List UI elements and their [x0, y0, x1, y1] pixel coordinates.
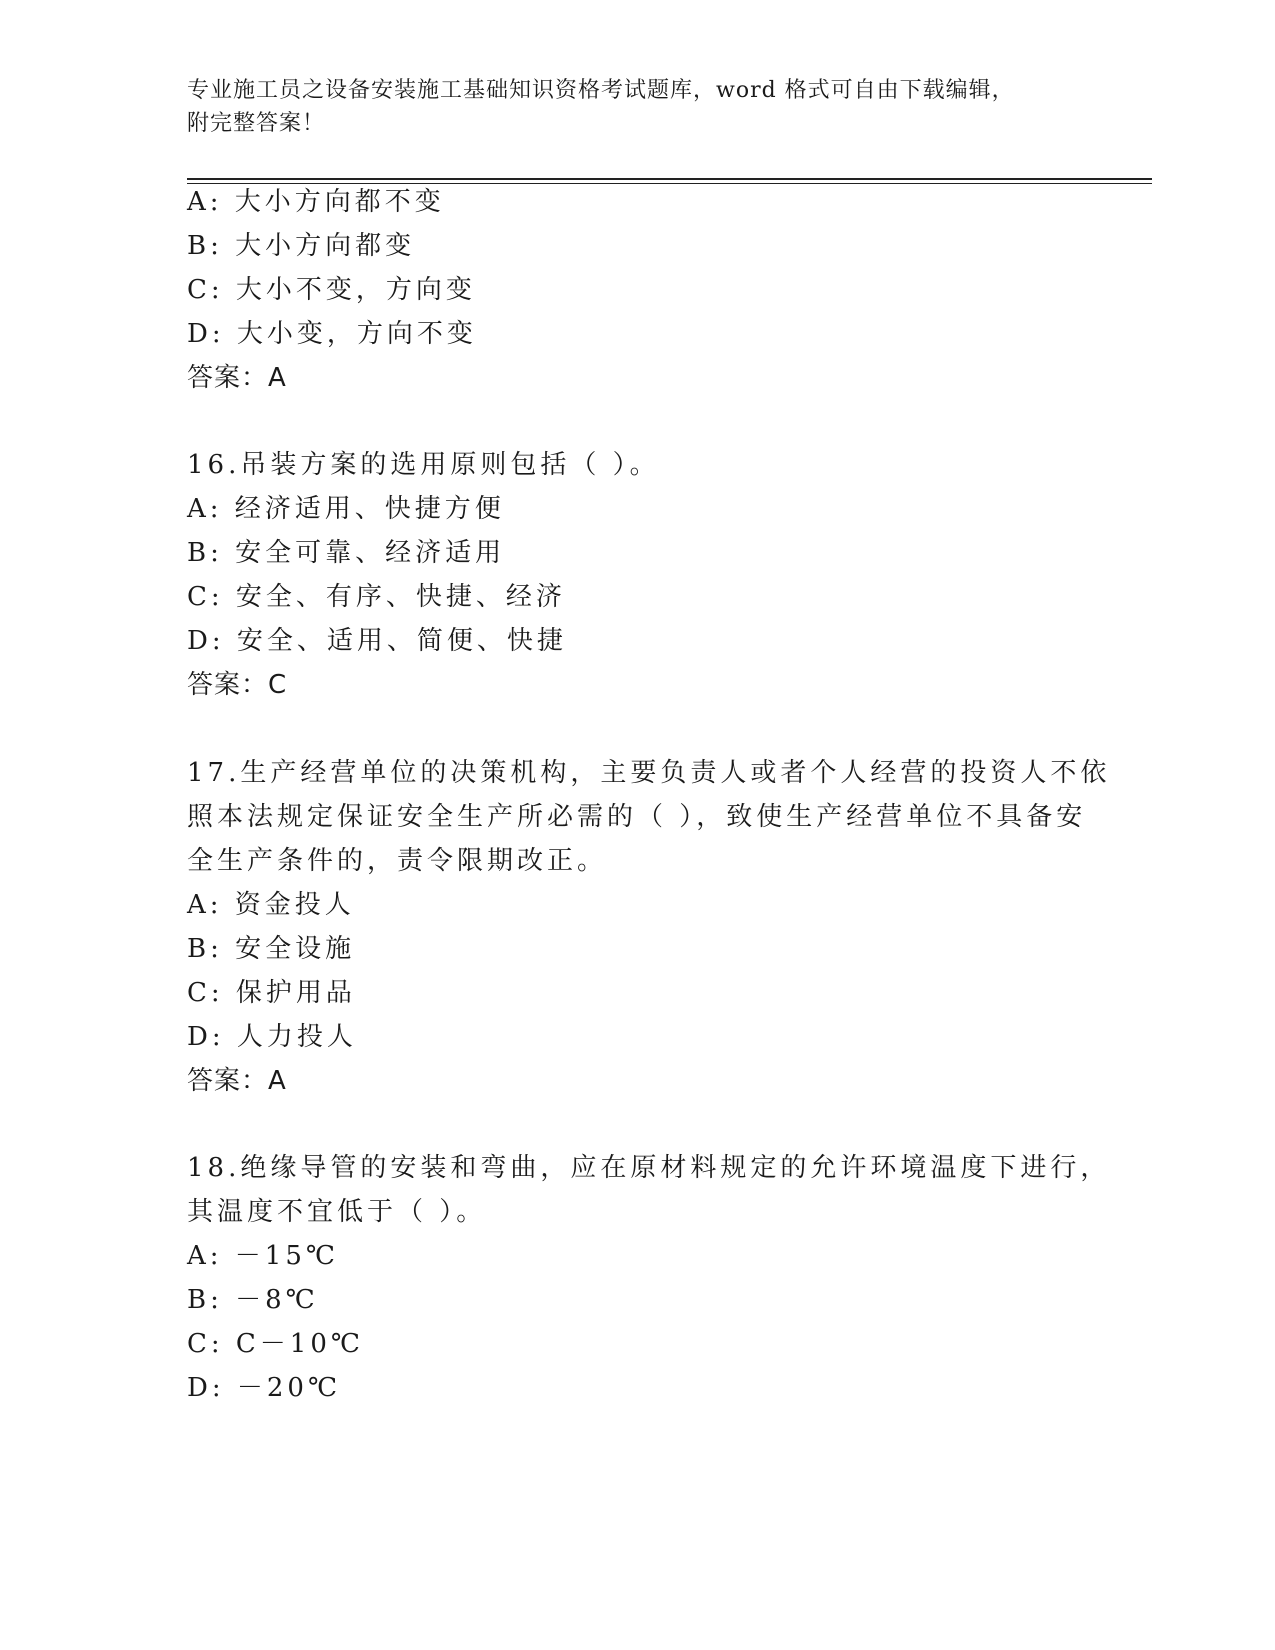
- q17-stem-line-1: 17.生产经营单位的决策机构，主要负责人或者个人经营的投资人不依: [187, 758, 1111, 788]
- prev-answer: 答案：A: [187, 363, 287, 393]
- q17-option-b: B: 安全设施: [187, 934, 356, 964]
- q17-stem-line-2: 照本法规定保证安全生产所必需的（ ），致使生产经营单位不具备安: [187, 802, 1087, 832]
- prev-option-b: B: 大小方向都变: [187, 231, 416, 261]
- q16-option-b: B: 安全可靠、经济适用: [187, 538, 506, 568]
- q17-option-c: C: 保护用品: [187, 978, 356, 1008]
- q18-stem-line-2: 其温度不宜低于（ ）。: [187, 1197, 487, 1227]
- q16-answer: 答案：C: [187, 670, 288, 700]
- header-line-2: 附完整答案！: [187, 111, 326, 136]
- prev-option-c: C: 大小不变，方向变: [187, 275, 476, 305]
- q17-option-d: D: 人力投人: [187, 1022, 357, 1052]
- q18-option-a: A: －15℃: [187, 1241, 339, 1271]
- q17-stem-line-3: 全生产条件的，责令限期改正。: [187, 846, 608, 876]
- q16-option-d: D: 安全、适用、简便、快捷: [187, 626, 567, 656]
- q18-option-b: B: －8℃: [187, 1285, 319, 1315]
- header-divider-thick: [187, 178, 1152, 180]
- prev-option-d: D: 大小变，方向不变: [187, 319, 477, 349]
- prev-option-a: A: 大小方向都不变: [187, 187, 445, 217]
- q16-stem: 16.吊装方案的选用原则包括（ ）。: [187, 450, 660, 480]
- q17-option-a: A: 资金投人: [187, 890, 355, 920]
- q18-option-c: C: C－10℃: [187, 1329, 364, 1359]
- header-divider-thin: [187, 183, 1152, 184]
- header-line-1: 专业施工员之设备安装施工基础知识资格考试题库，word 格式可自由下载编辑，: [187, 78, 1015, 103]
- q17-answer: 答案：A: [187, 1066, 287, 1096]
- q18-option-d: D: －20℃: [187, 1373, 342, 1403]
- q16-option-c: C: 安全、有序、快捷、经济: [187, 582, 566, 612]
- q18-stem-line-1: 18.绝缘导管的安装和弯曲，应在原材料规定的允许环境温度下进行，: [187, 1153, 1111, 1183]
- document-header: [187, 74, 1067, 140]
- q16-option-a: A: 经济适用、快捷方便: [187, 494, 505, 524]
